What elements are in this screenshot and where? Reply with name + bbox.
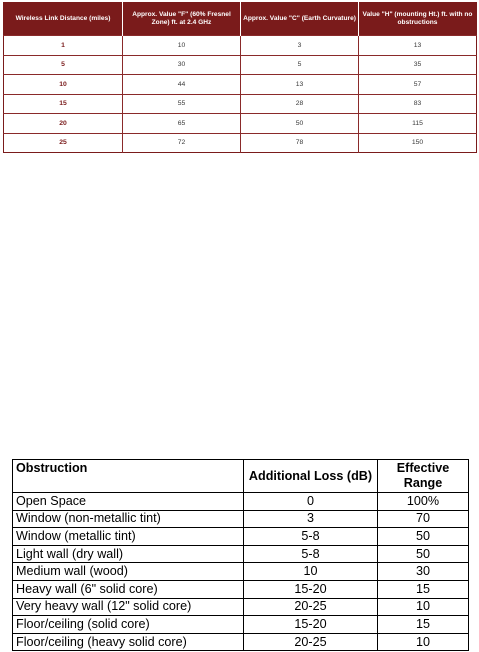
cell-height: 150 bbox=[359, 133, 477, 153]
cell-obstruction: Window (metallic tint) bbox=[13, 528, 244, 546]
header-obstruction: Obstruction bbox=[13, 460, 244, 493]
cell-fresnel: 10 bbox=[123, 36, 241, 56]
cell-distance: 15 bbox=[4, 94, 123, 114]
table-row bbox=[4, 55, 477, 75]
cell-loss: 15-20 bbox=[244, 580, 378, 598]
cell-obstruction: Light wall (dry wall) bbox=[13, 545, 244, 563]
cell-range: 10 bbox=[378, 598, 469, 616]
cell-fresnel: 55 bbox=[123, 94, 241, 114]
cell-height: 83 bbox=[359, 94, 477, 114]
cell-obstruction: Window (non-metallic tint) bbox=[13, 510, 244, 528]
obstruction-table-header bbox=[13, 460, 469, 493]
cell-distance: 1 bbox=[4, 36, 123, 56]
cell-curvature: 28 bbox=[241, 94, 359, 114]
table-row bbox=[13, 510, 469, 528]
cell-range: 70 bbox=[378, 510, 469, 528]
cell-fresnel: 65 bbox=[123, 114, 241, 134]
cell-height: 115 bbox=[359, 114, 477, 134]
table-row bbox=[13, 528, 469, 546]
cell-fresnel: 44 bbox=[123, 75, 241, 95]
cell-range: 50 bbox=[378, 545, 469, 563]
table-row bbox=[4, 36, 477, 56]
table-row bbox=[4, 114, 477, 134]
obstruction-table-body bbox=[13, 493, 469, 651]
cell-distance: 10 bbox=[4, 75, 123, 95]
cell-obstruction: Floor/ceiling (heavy solid core) bbox=[13, 633, 244, 651]
cell-loss: 3 bbox=[244, 510, 378, 528]
cell-fresnel: 30 bbox=[123, 55, 241, 75]
table-row bbox=[13, 616, 469, 634]
header-earth-curvature: Approx. Value "C" (Earth Curvature) bbox=[241, 3, 359, 36]
obstruction-loss-table bbox=[12, 459, 469, 651]
table-row bbox=[13, 598, 469, 616]
header-link-distance: Wireless Link Distance (miles) bbox=[4, 3, 123, 36]
cell-curvature: 5 bbox=[241, 55, 359, 75]
cell-curvature: 78 bbox=[241, 133, 359, 153]
header-additional-loss: Additional Loss (dB) bbox=[244, 460, 378, 493]
table-row bbox=[13, 580, 469, 598]
table-row bbox=[4, 133, 477, 153]
table-row bbox=[13, 633, 469, 651]
cell-curvature: 13 bbox=[241, 75, 359, 95]
table-row bbox=[4, 75, 477, 95]
cell-obstruction: Floor/ceiling (solid core) bbox=[13, 616, 244, 634]
cell-curvature: 50 bbox=[241, 114, 359, 134]
cell-distance: 25 bbox=[4, 133, 123, 153]
cell-height: 57 bbox=[359, 75, 477, 95]
cell-distance: 20 bbox=[4, 114, 123, 134]
table-row bbox=[13, 545, 469, 563]
cell-range: 30 bbox=[378, 563, 469, 581]
cell-loss: 20-25 bbox=[244, 598, 378, 616]
fresnel-table-body bbox=[4, 36, 477, 153]
cell-height: 35 bbox=[359, 55, 477, 75]
cell-range: 15 bbox=[378, 616, 469, 634]
table-row bbox=[13, 493, 469, 511]
cell-loss: 10 bbox=[244, 563, 378, 581]
cell-loss: 5-8 bbox=[244, 545, 378, 563]
cell-range: 50 bbox=[378, 528, 469, 546]
cell-loss: 20-25 bbox=[244, 633, 378, 651]
header-fresnel-value: Approx. Value "F" (60% Fresnel Zone) ft. at 2.4 GHz bbox=[123, 3, 241, 36]
table-row bbox=[13, 563, 469, 581]
cell-distance: 5 bbox=[4, 55, 123, 75]
cell-loss: 5-8 bbox=[244, 528, 378, 546]
cell-range: 10 bbox=[378, 633, 469, 651]
fresnel-table-header bbox=[4, 3, 477, 36]
cell-obstruction: Open Space bbox=[13, 493, 244, 511]
fresnel-zone-table bbox=[3, 2, 477, 153]
header-effective-range: Effective Range bbox=[378, 460, 469, 493]
cell-height: 13 bbox=[359, 36, 477, 56]
cell-range: 100% bbox=[378, 493, 469, 511]
table-row bbox=[4, 94, 477, 114]
cell-loss: 0 bbox=[244, 493, 378, 511]
header-mounting-height: Value "H" (mounting Ht.) ft. with no obstructions bbox=[359, 3, 477, 36]
cell-curvature: 3 bbox=[241, 36, 359, 56]
cell-obstruction: Very heavy wall (12" solid core) bbox=[13, 598, 244, 616]
cell-range: 15 bbox=[378, 580, 469, 598]
cell-obstruction: Heavy wall (6" solid core) bbox=[13, 580, 244, 598]
cell-loss: 15-20 bbox=[244, 616, 378, 634]
cell-fresnel: 72 bbox=[123, 133, 241, 153]
cell-obstruction: Medium wall (wood) bbox=[13, 563, 244, 581]
